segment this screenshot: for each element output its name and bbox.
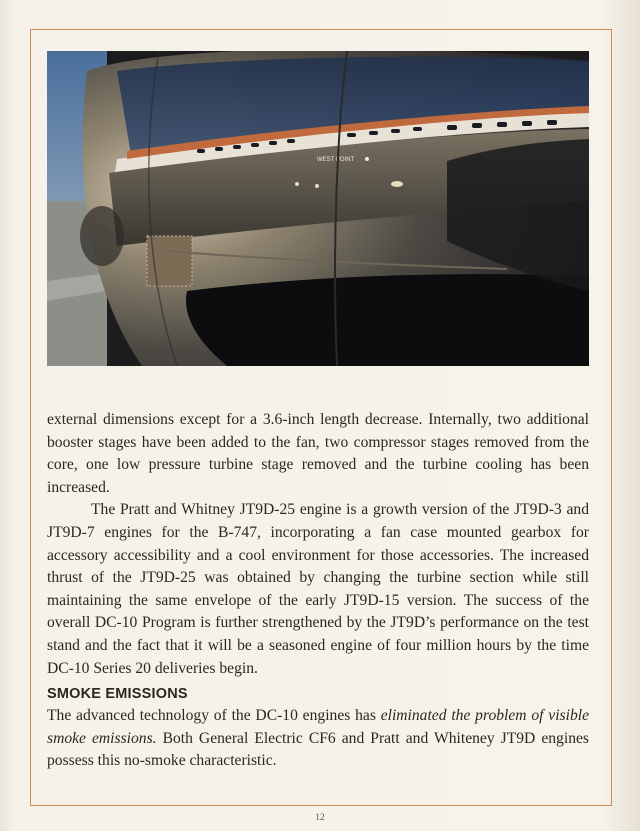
paragraph-jt9d-25: The Pratt and Whitney JT9D-25 engine is a growth version of the JT9D-3 and JT9D-7 engines for the B-747, incorporating a fan case mounted gearbox for accessory accessibility and a cool environment for those accessories. The increased thrust of the JT9D-25 was obtained by changing the turbine section while still maintaining the same envelope of the early JT9D-15 version. The success of the overall DC-10 Program is further strengthened by the JT9D’s performance on the test stand and the fact that it will be a seasoned engine of four million hours by the time DC-10 Series 20 deliveries begin. (47, 501, 589, 677)
smoke-emphasis-text: eliminated the problem of visible smoke emissions. (47, 707, 589, 747)
page-number: 12 (315, 813, 325, 823)
article-body (47, 409, 589, 773)
fuselage-lettering: WEST POINT (317, 157, 355, 163)
paragraph-engine-dimensions: external dimensions except for a 3.6-inch length decrease. Internally, two additional booster stages have been added to the fan, two compressor stages removed from the core, one low pressure turbine stage removed and the turbine cooling has been increased. (47, 411, 589, 496)
smoke-rest-text: Both General Electric CF6 and Pratt and Whiteney JT9D engines possess this no-smoke characteristic. (47, 729, 589, 770)
smoke-lead-text: The advanced technology of the DC-10 engines has (47, 707, 381, 725)
section-heading-smoke-emissions: SMOKE EMISSIONS (47, 686, 188, 703)
paragraph-smoke-emissions (47, 705, 589, 773)
engine-reflection-photo (47, 51, 589, 366)
